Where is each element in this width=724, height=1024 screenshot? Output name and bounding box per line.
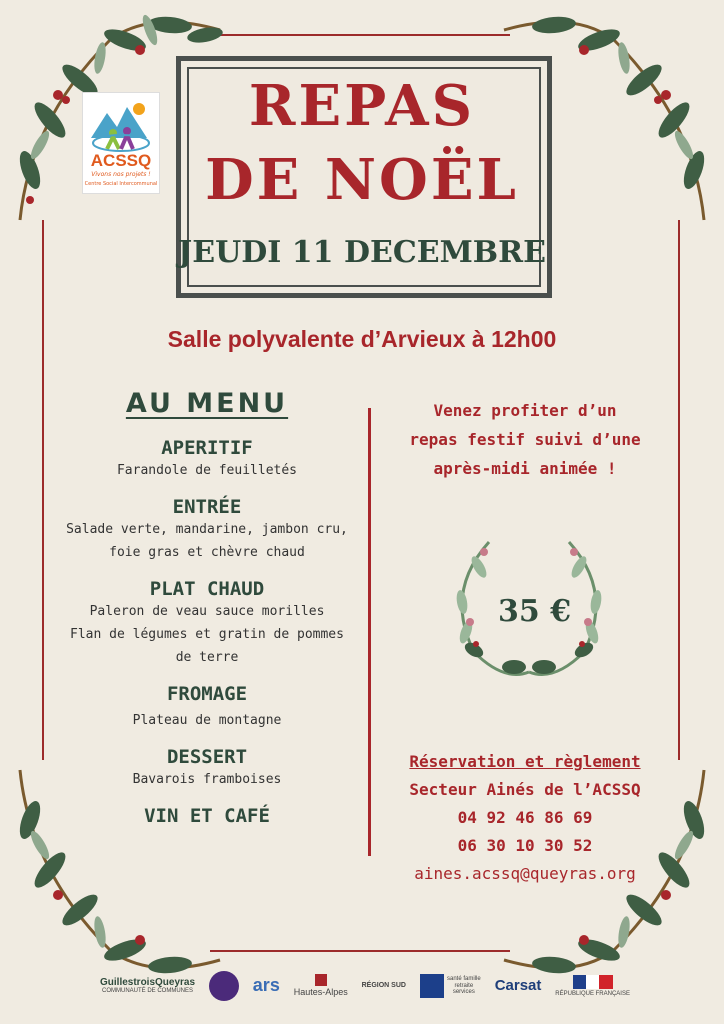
frame-top-line: [210, 34, 510, 36]
contact-phone-1: 04 92 46 86 69: [457, 808, 593, 827]
partner-label: GuillestroisQueyras: [100, 977, 196, 989]
course-plat-name: PLAT CHAUD: [149, 578, 265, 600]
logo-tagline: Vivons nos projets !: [91, 171, 151, 178]
menu-heading: AU MENU: [125, 388, 289, 419]
msa-icon: [420, 974, 444, 998]
partner-label: RÉGION SUD: [361, 982, 406, 990]
course-entree-item: Salade verte, mandarine, jambon cru,: [66, 522, 348, 537]
contact-block: [380, 748, 670, 888]
promo-line: repas festif suivi d’une: [409, 430, 641, 449]
partner-region-sud: [362, 982, 406, 990]
reservation-heading: Réservation et règlement: [409, 752, 641, 771]
course-entree-name: ENTRÉE: [172, 496, 242, 518]
column-divider: [368, 408, 371, 856]
course-fromage-item: Plateau de montagne: [132, 713, 282, 728]
promo-line: après-midi animée !: [433, 459, 617, 478]
contact-sector: Secteur Ainés de l’ACSSQ: [409, 780, 641, 799]
title-line-1: REPAS: [248, 73, 476, 139]
course-dessert-item: Bavarois framboises: [132, 772, 282, 787]
partner-guillestrois-queyras: [100, 977, 195, 995]
partner-label: Hautes-Alpes: [293, 987, 348, 998]
menu-column: [50, 388, 364, 827]
promo-line: Venez profiter d’un: [433, 401, 617, 420]
promo-text: [380, 396, 670, 483]
course-entree-item: foie gras et chèvre chaud: [109, 545, 305, 560]
partner-hautes-alpes: [294, 974, 348, 998]
price: 35 €: [498, 594, 572, 629]
course-plat-item: Flan de légumes et gratin de pommes: [70, 627, 344, 642]
venue-text: Salle polyvalente d’Arvieux à 12h00: [167, 326, 557, 352]
partner-seal-icon: [209, 971, 239, 1001]
frame-right-line: [678, 220, 680, 760]
event-date: JEUDI 11 DECEMBRE: [178, 235, 546, 270]
partner-republique-francaise: [555, 975, 630, 998]
course-plat-item: de terre: [175, 650, 239, 665]
partner-label: COMMUNAUTÉ DE COMMUNES: [102, 988, 194, 995]
partner-logos: [100, 962, 630, 1010]
course-dessert-name: DESSERT: [166, 746, 248, 768]
partner-msa: [420, 974, 481, 998]
contact-email: aines.acssq@queyras.org: [414, 864, 636, 883]
frame-left-line: [42, 220, 44, 760]
course-plat-item: Paleron de veau sauce morilles: [89, 604, 325, 619]
course-fromage-name: FROMAGE: [166, 683, 248, 705]
partner-label: santé famille retraite services: [446, 976, 481, 996]
logo-subtitle: Centre Social Intercommunal: [84, 181, 158, 187]
partner-ars: [253, 976, 280, 996]
frame-bottom-line: [210, 950, 510, 952]
partner-label: RÉPUBLIQUE FRANÇAISE: [555, 990, 630, 997]
course-aperitif-name: APERITIF: [161, 437, 253, 459]
hautes-alpes-icon: [315, 974, 327, 986]
marianne-icon: [573, 975, 613, 989]
partner-label: ars: [252, 975, 280, 996]
logo-name: ACSSQ: [90, 151, 152, 170]
course-vin-cafe-name: VIN ET CAFÉ: [144, 805, 270, 827]
contact-phone-2: 06 30 10 30 52: [457, 836, 593, 855]
partner-carsat: [495, 978, 542, 995]
course-aperitif-item: Farandole de feuilletés: [116, 463, 297, 478]
title-line-2: DE NOËL: [205, 147, 519, 213]
partner-label: Carsat: [494, 976, 542, 994]
